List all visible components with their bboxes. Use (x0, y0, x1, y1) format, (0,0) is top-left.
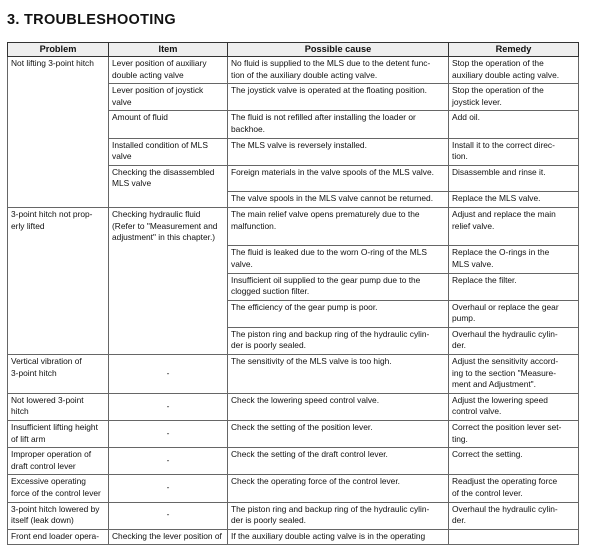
cause-cell: Check the setting of the position lever. (228, 421, 449, 448)
cause-cell: The main relief valve opens prematurely due to the malfunction. (228, 208, 449, 246)
problem-cell: Excessive operating force of the control lever (8, 475, 109, 502)
cause-cell: No fluid is supplied to the MLS due to the detent func- tion of the auxiliary double acting valve. (228, 57, 449, 84)
cause-cell: The valve spools in the MLS valve cannot be returned. (228, 192, 449, 208)
header-remedy: Remedy (449, 43, 579, 57)
troubleshooting-table (7, 42, 579, 545)
problem-cell (8, 300, 109, 327)
problem-cell: Improper operation of draft control lever (8, 448, 109, 475)
problem-cell (8, 165, 109, 192)
remedy-cell: Stop the operation of the joystick lever. (449, 84, 579, 111)
item-cell (109, 192, 228, 208)
problem-cell: Not lowered 3-point hitch (8, 393, 109, 420)
header-item: Item (109, 43, 228, 57)
table-row (8, 165, 579, 192)
table-row (8, 192, 579, 208)
item-cell: Checking the disassembled MLS valve (109, 165, 228, 192)
remedy-cell: Correct the position lever set- ting. (449, 421, 579, 448)
table-row (8, 355, 579, 394)
remedy-cell: Adjust the sensitivity accord- ing to the section "Measure- ment and Adjustment". (449, 355, 579, 394)
cause-cell: Check the setting of the draft control lever. (228, 448, 449, 475)
problem-cell: Insufficient lifting height of lift arm (8, 421, 109, 448)
item-cell (109, 327, 228, 354)
item-cell: - (109, 393, 228, 420)
problem-cell (8, 111, 109, 138)
remedy-cell (449, 529, 579, 545)
remedy-cell: Overhaul the hydraulic cylin- der. (449, 502, 579, 529)
problem-cell (8, 138, 109, 165)
table-row (8, 138, 579, 165)
table-row (8, 502, 579, 529)
remedy-cell: Overhaul the hydraulic cylin- der. (449, 327, 579, 354)
cause-cell: The fluid is leaked due to the worn O-ring of the MLS valve. (228, 246, 449, 273)
problem-cell (8, 84, 109, 111)
table-row (8, 84, 579, 111)
item-cell: Checking hydraulic fluid (Refer to "Measurement and adjustment" in this chapter.) (109, 208, 228, 246)
remedy-cell: Stop the operation of the auxiliary double acting valve. (449, 57, 579, 84)
item-cell (109, 300, 228, 327)
remedy-cell: Overhaul or replace the gear pump. (449, 300, 579, 327)
problem-cell: 3-point hitch lowered by itself (leak down) (8, 502, 109, 529)
problem-cell: Vertical vibration of 3-point hitch (8, 355, 109, 394)
table-row (8, 246, 579, 273)
table-row (8, 111, 579, 138)
cause-cell: Insufficient oil supplied to the gear pump due to the clogged suction filter. (228, 273, 449, 300)
item-cell: - (109, 502, 228, 529)
cause-cell: The piston ring and backup ring of the hydraulic cylin- der is poorly sealed. (228, 502, 449, 529)
cause-cell: The MLS valve is reversely installed. (228, 138, 449, 165)
item-cell: Lever position of joystick valve (109, 84, 228, 111)
item-cell: - (109, 475, 228, 502)
table-row (8, 529, 579, 545)
remedy-cell: Replace the MLS valve. (449, 192, 579, 208)
item-cell: Checking the lever position of (109, 529, 228, 545)
item-cell: Lever position of auxiliary double acting valve (109, 57, 228, 84)
problem-cell (8, 246, 109, 273)
cause-cell: The piston ring and backup ring of the hydraulic cylin- der is poorly sealed. (228, 327, 449, 354)
table-row (8, 57, 579, 84)
remedy-cell: Readjust the operating force of the control lever. (449, 475, 579, 502)
table-row (8, 300, 579, 327)
problem-cell (8, 327, 109, 354)
cause-cell: The efficiency of the gear pump is poor. (228, 300, 449, 327)
item-cell: Amount of fluid (109, 111, 228, 138)
item-cell: - (109, 421, 228, 448)
cause-cell: The sensitivity of the MLS valve is too high. (228, 355, 449, 394)
header-problem: Problem (8, 43, 109, 57)
item-cell: Installed condition of MLS valve (109, 138, 228, 165)
remedy-cell: Replace the O-rings in the MLS valve. (449, 246, 579, 273)
cause-cell: Check the operating force of the control lever. (228, 475, 449, 502)
table-row (8, 448, 579, 475)
table-row (8, 273, 579, 300)
table-row (8, 327, 579, 354)
item-cell (109, 273, 228, 300)
remedy-cell: Disassemble and rinse it. (449, 165, 579, 192)
problem-cell (8, 273, 109, 300)
item-cell: - (109, 355, 228, 394)
cause-cell: Check the lowering speed control valve. (228, 393, 449, 420)
table-row (8, 421, 579, 448)
remedy-cell: Replace the filter. (449, 273, 579, 300)
table-row (8, 208, 579, 246)
remedy-cell: Adjust and replace the main relief valve. (449, 208, 579, 246)
table-row (8, 393, 579, 420)
cause-cell: The fluid is not refilled after installing the loader or backhoe. (228, 111, 449, 138)
problem-cell: 3-point hitch not prop- erly lifted (8, 208, 109, 246)
cause-cell: Foreign materials in the valve spools of the MLS valve. (228, 165, 449, 192)
remedy-cell: Adjust the lowering speed control valve. (449, 393, 579, 420)
item-cell (109, 246, 228, 273)
problem-cell: Front end loader opera- (8, 529, 109, 545)
section-title: 3. TROUBLESHOOTING (7, 12, 176, 28)
problem-cell: Not lifting 3-point hitch (8, 57, 109, 84)
table-row (8, 475, 579, 502)
cause-cell: If the auxiliary double acting valve is in the operating (228, 529, 449, 545)
cause-cell: The joystick valve is operated at the floating position. (228, 84, 449, 111)
header-possible-cause: Possible cause (228, 43, 449, 57)
item-cell: - (109, 448, 228, 475)
remedy-cell: Install it to the correct direc- tion. (449, 138, 579, 165)
remedy-cell: Correct the setting. (449, 448, 579, 475)
problem-cell (8, 192, 109, 208)
remedy-cell: Add oil. (449, 111, 579, 138)
table-header-row (8, 43, 579, 57)
